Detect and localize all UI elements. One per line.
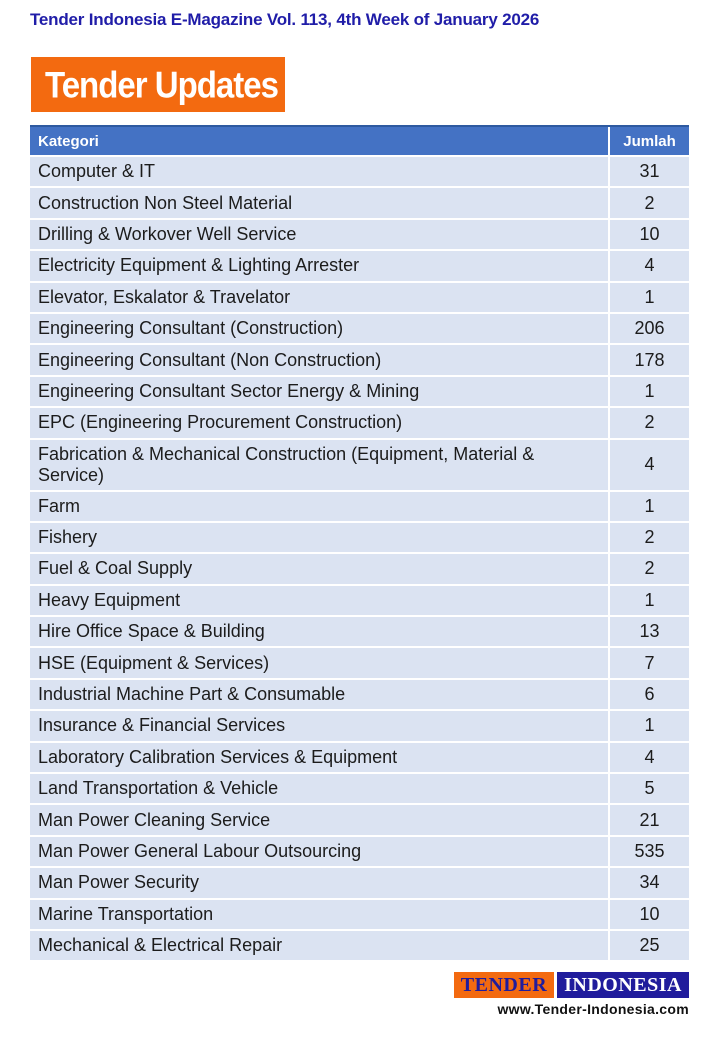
table-cell-count: 2 bbox=[644, 412, 655, 433]
table-row bbox=[30, 837, 689, 866]
table-row bbox=[30, 805, 689, 834]
table-cell-category: Man Power General Labour Outsourcing bbox=[30, 837, 610, 866]
table-cell-category: Hire Office Space & Building bbox=[30, 617, 610, 646]
table-header-row bbox=[30, 125, 689, 155]
table-cell-count: 25 bbox=[639, 935, 660, 956]
table-cell-count: 5 bbox=[644, 778, 655, 799]
table-body bbox=[30, 157, 689, 960]
table-cell-category: Elevator, Eskalator & Travelator bbox=[30, 283, 610, 312]
table-cell-count: 4 bbox=[644, 255, 655, 276]
table-cell-count: 10 bbox=[639, 903, 660, 924]
magazine-title: Tender Indonesia E-Magazine Vol. 113, 4th Week of January 2026 bbox=[30, 10, 540, 29]
table-cell-count: 1 bbox=[644, 589, 655, 610]
table-header-count: Jumlah bbox=[623, 132, 676, 150]
table-cell-category: Engineering Consultant (Non Construction) bbox=[30, 345, 610, 374]
table-cell-category: EPC (Engineering Procurement Construction) bbox=[30, 408, 610, 437]
table-row bbox=[30, 440, 689, 490]
table-row bbox=[30, 648, 689, 677]
table-row bbox=[30, 743, 689, 772]
table-row bbox=[30, 774, 689, 803]
table-cell-category: Drilling & Workover Well Service bbox=[30, 220, 610, 249]
table-cell-count: 10 bbox=[639, 223, 660, 244]
table-cell-category: Engineering Consultant Sector Energy & Mining bbox=[30, 377, 610, 406]
table-cell-category: Mechanical & Electrical Repair bbox=[30, 931, 610, 960]
table-cell-category: Marine Transportation bbox=[30, 900, 610, 929]
logo-tender-block: TENDER bbox=[454, 972, 554, 998]
table-cell-count: 34 bbox=[639, 872, 660, 893]
table-cell-category: Engineering Consultant (Construction) bbox=[30, 314, 610, 343]
table-cell-category: Land Transportation & Vehicle bbox=[30, 774, 610, 803]
table-cell-category: Fuel & Coal Supply bbox=[30, 554, 610, 583]
table-row bbox=[30, 492, 689, 521]
table-cell-count: 1 bbox=[644, 286, 655, 307]
table-row bbox=[30, 554, 689, 583]
table-row bbox=[30, 586, 689, 615]
table-cell-count: 2 bbox=[644, 192, 655, 213]
table-cell-count: 2 bbox=[644, 558, 655, 579]
table-cell-count: 206 bbox=[634, 318, 665, 339]
table-cell-count: 1 bbox=[644, 715, 655, 736]
table-cell-category: Man Power Security bbox=[30, 868, 610, 897]
table-cell-category: Laboratory Calibration Services & Equipment bbox=[30, 743, 610, 772]
tender-category-table bbox=[30, 125, 689, 962]
table-row bbox=[30, 408, 689, 437]
table-cell-category: Computer & IT bbox=[30, 157, 610, 186]
table-row bbox=[30, 220, 689, 249]
table-cell-count: 13 bbox=[639, 621, 660, 642]
table-cell-category: Insurance & Financial Services bbox=[30, 711, 610, 740]
table-cell-count: 535 bbox=[634, 841, 665, 861]
table-row bbox=[30, 523, 689, 552]
table-cell-category: Heavy Equipment bbox=[30, 586, 610, 615]
table-row bbox=[30, 283, 689, 312]
table-row bbox=[30, 900, 689, 929]
table-row bbox=[30, 251, 689, 280]
table-cell-category: Fabrication & Mechanical Construction (Equipment, Material & Service) bbox=[30, 440, 610, 490]
table-row bbox=[30, 868, 689, 897]
table-cell-count: 31 bbox=[639, 161, 660, 182]
table-cell-category: Farm bbox=[30, 492, 610, 521]
table-cell-category: HSE (Equipment & Services) bbox=[30, 648, 610, 677]
footer bbox=[454, 972, 689, 1017]
website-url: www.Tender-Indonesia.com bbox=[497, 1001, 689, 1017]
table-cell-count: 1 bbox=[644, 380, 655, 401]
table-cell-count: 1 bbox=[644, 495, 655, 516]
tender-indonesia-logo bbox=[454, 972, 689, 998]
table-cell-count: 2 bbox=[644, 527, 655, 548]
table-cell-count: 21 bbox=[639, 809, 660, 830]
table-cell-count: 7 bbox=[644, 652, 655, 673]
table-cell-count: 6 bbox=[644, 684, 655, 705]
table-row bbox=[30, 377, 689, 406]
table-cell-count: 178 bbox=[634, 349, 665, 370]
table-cell-category: Electricity Equipment & Lighting Arrester bbox=[30, 251, 610, 280]
tender-updates-banner bbox=[31, 57, 285, 112]
table-header-category: Kategori bbox=[30, 127, 610, 155]
table-row bbox=[30, 314, 689, 343]
table-row bbox=[30, 345, 689, 374]
table-cell-count: 4 bbox=[644, 746, 655, 767]
logo-indonesia-block: INDONESIA bbox=[557, 972, 689, 998]
table-cell-count: 4 bbox=[644, 454, 655, 475]
table-row bbox=[30, 680, 689, 709]
table-row bbox=[30, 157, 689, 186]
table-row bbox=[30, 711, 689, 740]
table-row bbox=[30, 931, 689, 960]
tender-updates-banner-label: Tender Updates bbox=[45, 63, 278, 105]
table-cell-category: Industrial Machine Part & Consumable bbox=[30, 680, 610, 709]
table-row bbox=[30, 188, 689, 217]
table-cell-category: Construction Non Steel Material bbox=[30, 188, 610, 217]
table-row bbox=[30, 617, 689, 646]
table-cell-category: Man Power Cleaning Service bbox=[30, 805, 610, 834]
table-cell-category: Fishery bbox=[30, 523, 610, 552]
